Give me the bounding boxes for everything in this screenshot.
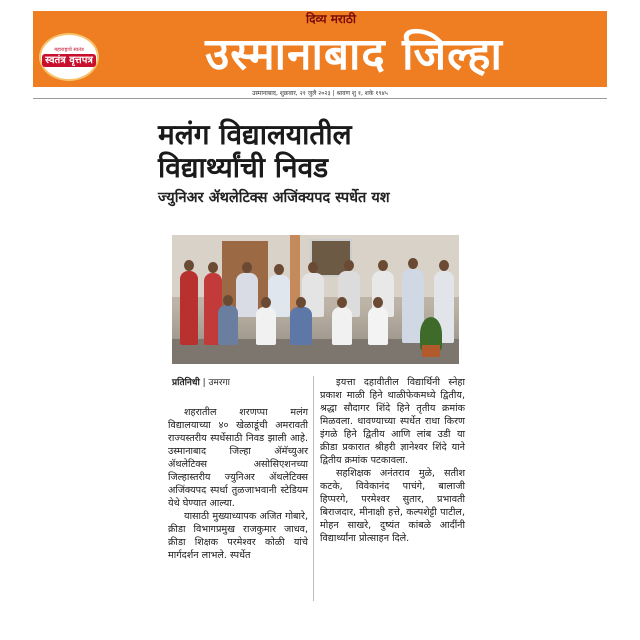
article-subheadline: ज्युनिअर ॲथलेटिक्स अजिंक्यपद स्पर्धेत यश	[158, 190, 390, 206]
student-figure	[256, 307, 276, 345]
headline-line-2: विद्यार्थ्यांची निवड	[158, 151, 329, 184]
person-head	[308, 262, 318, 273]
person-head	[274, 264, 284, 275]
student-head	[261, 297, 271, 308]
paragraph: इयत्ता दहावीतील विद्यार्थिनी स्नेहा प्रकाश माळी हिने थाळीफेकमध्ये द्वितीय, श्रद्धा सौदागर शिंदे हिने तृतीय क्रमांक मिळवला. धावण्याच्या स्पर्धेत राधा किरण इंगळे हिने द्वितीय आणि लांब उडी या क्रीडा प्रकारात श्रीहरी ज्ञानेश्वर शिंदे याने द्वितीय क्रमांक पटकावला.	[320, 377, 465, 466]
student-head	[373, 297, 383, 308]
person-figure	[236, 273, 258, 317]
byline: प्रतिनिधी | उमरगा	[172, 378, 230, 388]
student-figure	[290, 307, 312, 345]
paragraph: सहशिक्षक अनंतराव मुळे, सतीश कटके, विवेकानंद पाचंगे, बालाजी हिप्परगे, परमेश्वर सुतार, प्रभावती बिराजदार, मीनाक्षी हत्ते, कल्पशेट्टी पाटील, मोहन साखरे, दुष्यंत कांबळे आदींनी विद्यार्थ्यांना प्रोत्साहन दिले.	[320, 468, 465, 544]
person-head	[344, 260, 354, 271]
article-column-left	[168, 406, 308, 562]
headline-line-1: मलंग विद्यालयातील	[158, 118, 352, 151]
logo-text: स्वतंत्र वृत्तपत्र	[42, 54, 96, 67]
dateline: उस्मानाबाद, शुक्रवार, २१ जुलै २०२३ | श्रावण शु १, शके १९४५	[252, 90, 388, 97]
person-head	[378, 260, 388, 271]
student-figure	[218, 305, 238, 345]
student-figure	[332, 307, 352, 345]
column-divider	[313, 376, 314, 601]
person-head	[439, 260, 449, 271]
article-headline	[158, 118, 478, 184]
person-head	[408, 258, 418, 269]
logo-tagline: महाराष्ट्राचे स्वतंत्र	[54, 46, 84, 53]
person-head	[208, 262, 218, 273]
byline-place: उमरगा	[208, 378, 230, 388]
person-head	[184, 260, 194, 271]
article-column-right	[320, 376, 465, 545]
student-head	[337, 297, 347, 308]
student-head	[223, 295, 233, 306]
brand-name: दिव्य मराठी	[306, 12, 356, 26]
byline-label: प्रतिनिधी	[172, 378, 200, 388]
student-head	[296, 297, 306, 308]
masthead-divider	[33, 98, 607, 99]
masthead-banner	[33, 11, 607, 87]
person-head	[242, 262, 252, 273]
paragraph: शहरातील शरणप्पा मलंग विद्यालयाच्या ४० खेळाडूंची अमरावती राज्यस्तरीय स्पर्धेसाठी निवड झाली आहे. उस्मानाबाद जिल्हा ॲमॅच्युअर ॲथलेटिक्स असोसिएशनच्या जिल्हास्तरीय ज्युनिअर ॲथलेटिक्स अजिंक्यपद स्पर्धा तुळजाभवानी स्टेडियम येथे घेण्यात आल्या.	[168, 407, 308, 509]
person-figure	[180, 271, 198, 345]
paragraph: यासाठी मुख्याध्यापक अजित गोबारे, क्रीडा विभागप्रमुख राजकुमार जाधव, क्रीडा शिक्षक परमेश्वर कोळी यांचे मार्गदर्शन लाभले. स्पर्धेत	[168, 511, 308, 561]
district-title: उस्मानाबाद जिल्हा	[205, 29, 503, 80]
newspaper-logo	[39, 33, 99, 81]
flower-pot	[422, 345, 440, 357]
group-photo	[172, 235, 459, 364]
student-figure	[368, 307, 388, 345]
